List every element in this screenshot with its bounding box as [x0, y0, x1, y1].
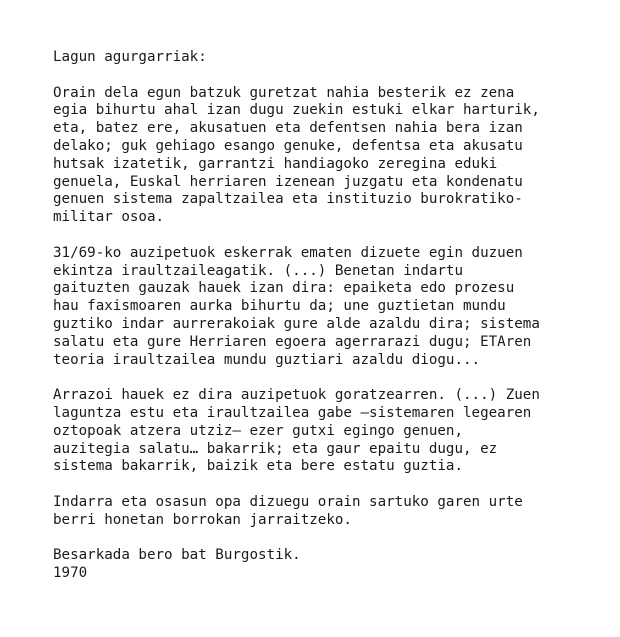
- text-line: berri honetan borrokan jarraitzeko.: [53, 511, 352, 528]
- text-line: Orain dela egun batzuk guretzat nahia besterik ez zena: [53, 84, 515, 101]
- text-line: delako; guk gehiago esango genuke, defentsa eta akusatu: [53, 137, 523, 154]
- text-line: Indarra eta osasun opa dizuegu orain sartuko garen urte: [53, 493, 523, 510]
- paragraph-3: [53, 387, 613, 476]
- text-line: guztiko indar aurrerakoiak gure alde azaldu dira; sistema: [53, 315, 540, 332]
- text-line: Arrazoi hauek ez dira auzipetuok goratzearren. (...) Zuen: [53, 387, 540, 404]
- text-line: 31/69-ko auzipetuok eskerrak ematen dizuete egin duzuen: [53, 244, 523, 261]
- paragraph-2: [53, 245, 613, 370]
- year-line: 1970: [53, 565, 88, 582]
- signature-block: [53, 547, 613, 583]
- text-line: sistema bakarrik, baizik eta bere estatu guztia.: [53, 458, 463, 475]
- text-line: genuen sistema zapaltzailea eta instituzio burokratiko-: [53, 191, 523, 208]
- text-line: genuela, Euskal herriaren izenean juzgatu eta kondenatu: [53, 173, 523, 190]
- text-line: oztopoak atzera utziz— ezer gutxi egingo genuen,: [53, 422, 463, 439]
- text-line: militar osoa.: [53, 209, 165, 226]
- text-line: egia bihurtu ahal izan dugu zuekin estuki elkar harturik,: [53, 102, 540, 119]
- text-line: gaituzten gauzak hauek izan dira: epaiketa edo prozesu: [53, 280, 515, 297]
- text-line: auzitegia salatu… bakarrik; eta gaur epaitu dugu, ez: [53, 440, 498, 457]
- text-line: ekintza iraultzaileagatik. (...) Benetan indartu: [53, 262, 463, 279]
- text-line: salatu eta gure Herriaren egoera agerrarazi dugu; ETAren: [53, 333, 532, 350]
- closing-line: Besarkada bero bat Burgostik.: [53, 547, 301, 564]
- text-line: eta, batez ere, akusatuen eta defentsen nahia bera izan: [53, 120, 523, 137]
- paragraph-1: [53, 85, 613, 227]
- text-line: hutsak izatetik, garrantzi handiagoko zeregina eduki: [53, 155, 498, 172]
- text-line: hau faxismoaren aurka bihurtu da; une guztietan mundu: [53, 298, 506, 315]
- text-line: teoria iraultzailea mundu guztiari azaldu diogu...: [53, 351, 481, 368]
- greeting-line: Lagun agurgarriak:: [53, 49, 207, 65]
- letter-body: [53, 49, 613, 583]
- paragraph-4: [53, 494, 613, 530]
- text-line: laguntza estu eta iraultzailea gabe —sistemaren legearen: [53, 404, 532, 421]
- greeting-paragraph: [53, 49, 613, 67]
